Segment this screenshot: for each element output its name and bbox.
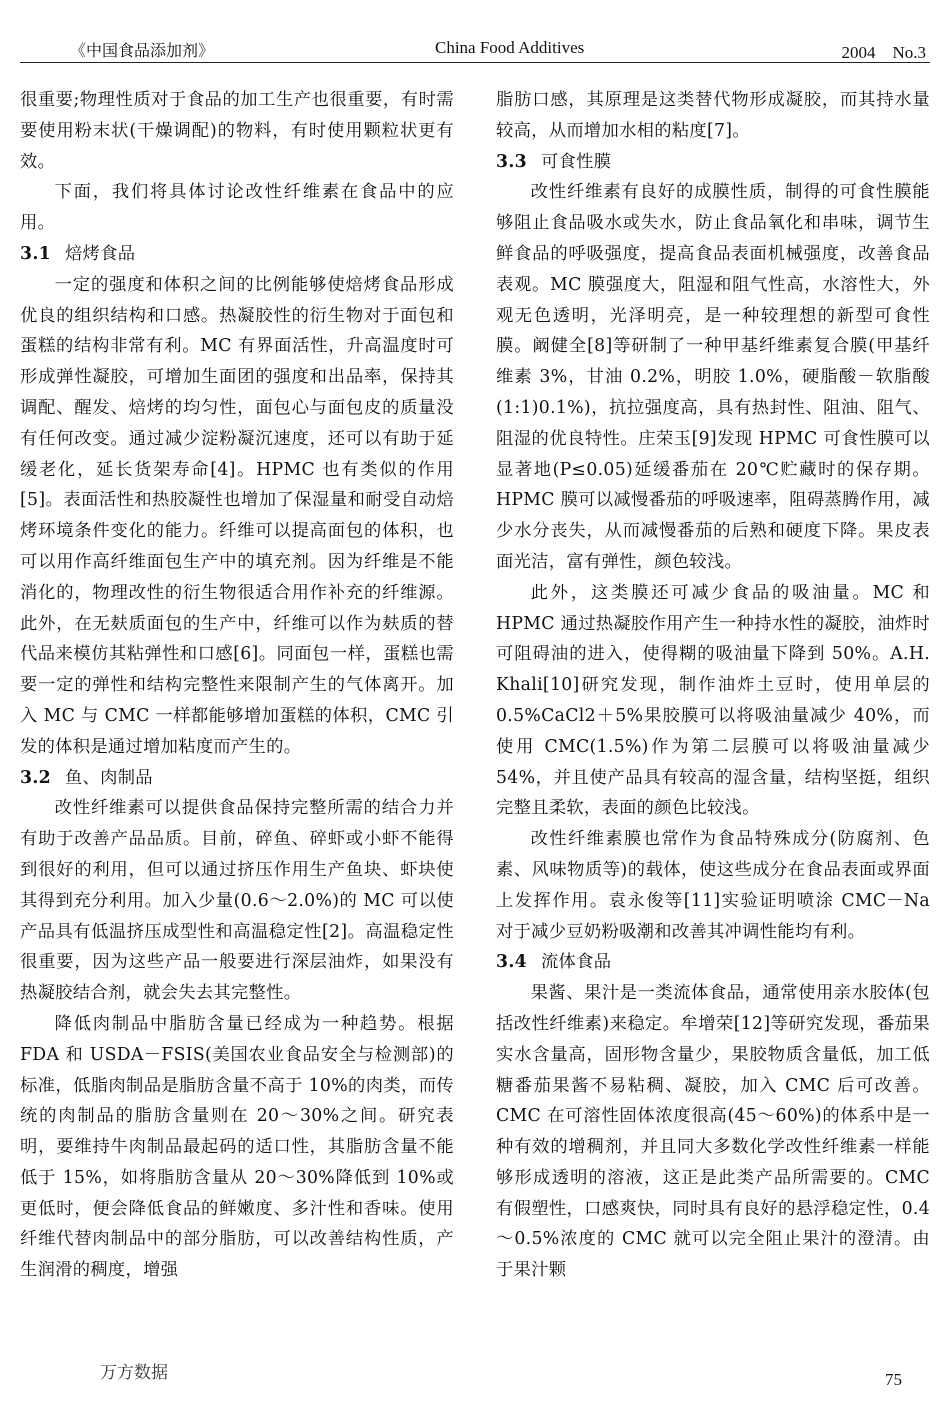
section-title: 焙烤食品 (64, 243, 136, 264)
journal-title: 《中国食品添加剂》 (70, 41, 215, 60)
left-column (20, 85, 454, 1286)
section-number: 3.4 (496, 952, 527, 973)
watermark-text: 万方数据 (100, 1363, 168, 1383)
paragraph: 改性纤维素有良好的成膜性质，制得的可食性膜能够阻止食品吸水或失水，防止食品氧化和串味，调节生鲜食品的呼吸强度，提高食品表面机械强度，改善食品表观。MC 膜强度大，阻湿和阻气性高，水溶性大，外观无色透明，光泽明亮，是一种较理想的新型可食性膜。阚健全[8]等研制了一种甲基纤维素复合膜(甲基纤维素 3%，甘油 0.2%，明胶 1.0%，硬脂酸－软脂酸(1:1)0.1%)，抗拉强度高，具有热封性、阻油、阻气、阻湿的优良特性。庄荣玉[9]发现 HPMC 可食性膜可以显著地(P≤0.05)延缓番茄在 20℃贮藏时的保存期。HPMC 膜可以减慢番茄的呼吸速率，阻碍蒸腾作用，减少水分丧失，从而减慢番茄的后熟和硬度下降。果皮表面光洁，富有弹性，颜色较浅。 (496, 182, 930, 572)
paragraph: 果酱、果汁是一类流体食品，通常使用亲水胶体(包括改性纤维素)来稳定。牟增荣[12]等研究发现，番茄果实水含量高，固形物含量少，果胶物质含量低，加工低糖番茄果酱不易粘稠、凝胶，加入 CMC 后可改善。CMC 在可溶性固体浓度很高(45～60%)的体系中是一种有效的增稠剂，并且同大多数化学改性纤维素一样能够形成透明的溶液，这正是此类产品所需要的。CMC 有假塑性，口感爽快，同时具有良好的悬浮稳定性，0.4～0.5%浓度的 CMC 就可以完全阻止果汁的澄清。由于果汁颗 (496, 983, 930, 1281)
paragraph: 很重要;物理性质对于食品的加工生产也很重要，有时需要使用粉末状(干燥调配)的物料，有时使用颗粒状更有效。 (20, 90, 454, 172)
section-heading-3-4 (496, 947, 930, 978)
section-heading-3-1 (20, 239, 454, 270)
right-column (496, 85, 930, 1286)
section-number: 3.3 (496, 151, 527, 172)
issue-number: 2004 No.3 (841, 43, 926, 62)
section-heading-3-3 (496, 147, 930, 178)
paragraph: 改性纤维素可以提供食品保持完整所需的结合力并有助于改善产品品质。目前，碎鱼、碎虾或小虾不能得到很好的利用，但可以通过挤压作用生产鱼块、虾块使其得到充分利用。加入少量(0.6～2.0%)的 MC 可以使产品具有低温挤压成型性和高温稳定性[2]。高温稳定性很重要，因为这些产品一般要进行深层油炸，如果没有热凝胶结合剂，就会失去其完整性。 (20, 798, 454, 1004)
section-title: 鱼、肉制品 (64, 767, 153, 788)
paragraph: 一定的强度和体积之间的比例能够使焙烤食品形成优良的组织结构和口感。热凝胶性的衍生物对于面包和蛋糕的结构非常有利。MC 有界面活性，升高温度时可形成弹性凝胶，可增加生面团的强度和出品率，保持其调配、醒发、焙烤的均匀性，面包心与面包皮的质量没有任何改变。通过减少淀粉凝沉速度，还可以有助于延缓老化，延长货架寿命[4]。HPMC 也有类似的作用[5]。表面活性和热胶凝性也增加了保湿量和耐受自动焙烤环境条件变化的能力。纤维可以提高面包的体积，也可以用作高纤维面包生产中的填充剂。因为纤维是不能消化的，物理改性的衍生物很适合用作补充的纤维源。此外，在无麸质面包的生产中，纤维可以作为麸质的替代品来模仿其粘弹性和口感[6]。同面包一样，蛋糕也需要一定的弹性和结构完整性来限制产生的气体离开。加入 MC 与 CMC 一样都能够增加蛋糕的体积，CMC 引发的体积是通过增加粘度而产生的。 (20, 274, 454, 757)
journal-title-en: China Food Additives (435, 38, 585, 57)
running-header (20, 36, 930, 63)
page-number: 75 (885, 1370, 902, 1389)
paragraph: 下面，我们将具体讨论改性纤维素在食品中的应用。 (20, 182, 454, 234)
paragraph: 此外，这类膜还可减少食品的吸油量。MC 和 HPMC 通过热凝胶作用产生一种持水性的凝胶，油炸时可阻碍油的进入，使得糊的吸油量下降到 50%。A.H. Khali[10]研究发现，制作油炸土豆时，使用单层的 0.5%CaCl2＋5%果胶膜可以将吸油量减少 40%，而使用 CMC(1.5%)作为第二层膜可以将吸油量减少 54%，并且使产品具有较高的湿含量，结构坚挺，组织完整且柔软，表面的颜色比较浅。 (496, 582, 930, 819)
paragraph: 改性纤维素膜也常作为食品特殊成分(防腐剂、色素、风味物质等)的载体，使这些成分在食品表面或界面上发挥作用。袁永俊等[11]实验证明喷涂 CMC－Na 对于减少豆奶粉吸潮和改善其冲调性能均有利。 (496, 829, 930, 942)
section-number: 3.2 (20, 767, 51, 788)
section-title: 流体食品 (540, 952, 612, 973)
section-title: 可食性膜 (540, 151, 612, 172)
paragraph: 降低肉制品中脂肪含量已经成为一种趋势。根据 FDA 和 USDA－FSIS(美国农业食品安全与检测部)的标准，低脂肉制品是脂肪含量不高于 10%的肉类，而传统的肉制品的脂肪含量则在 20～30%之间。研究表明，要维持牛肉制品最起码的适口性，其脂肪含量不能低于 15%，如将脂肪含量从 20～30%降低到 10%或更低时，便会降低食品的鲜嫩度、多汁性和香味。使用纤维代替肉制品中的部分脂肪，可以改善结构性质，产生润滑的稠度，增强 (20, 1013, 454, 1281)
section-number: 3.1 (20, 243, 51, 264)
section-heading-3-2 (20, 763, 454, 794)
paragraph: 脂肪口感，其原理是这类替代物形成凝胶，而其持水量较高，从而增加水相的粘度[7]。 (496, 90, 930, 141)
